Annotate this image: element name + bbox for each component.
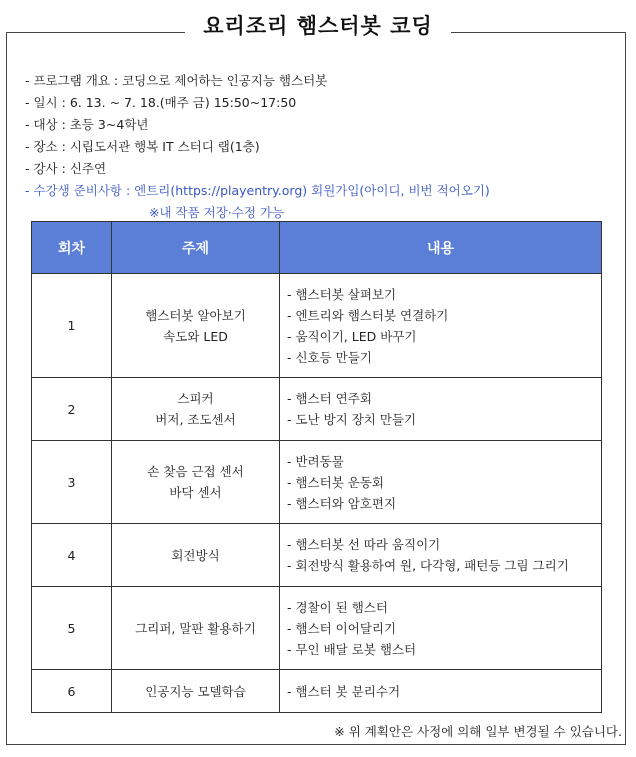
session-topic: [112, 524, 280, 587]
content-item: [287, 534, 600, 555]
table-header-row: [32, 222, 602, 274]
session-topic: [112, 378, 280, 441]
session-content: [280, 524, 602, 587]
bullet-dash: -: [287, 307, 296, 323]
content-item-text: 반려동물: [295, 453, 344, 469]
topic-line: 버저, 조도센서: [155, 412, 236, 427]
content-item: [287, 681, 600, 702]
content-item: [287, 409, 600, 430]
header-session: 회차: [32, 222, 112, 274]
bullet-dash: -: [287, 537, 296, 552]
table-body: [32, 274, 602, 713]
content-item: [287, 347, 600, 368]
content-item: [287, 388, 600, 409]
content-item: [287, 555, 600, 576]
content-item: [287, 326, 600, 347]
bullet-dash: -: [287, 391, 296, 406]
content-item: [287, 639, 600, 660]
bullet-dash: -: [287, 412, 296, 427]
session-topic: [112, 587, 280, 670]
info-preparation: - 수강생 준비사항 : 엔트리(https://playentry.org) 회원가입(아이디, 비번 적어오기): [25, 183, 490, 198]
header-topic: 주제: [112, 222, 280, 274]
topic-line: 그리퍼, 말판 활용하기: [135, 620, 256, 636]
content-item-text: 도난 방지 장치 만들기: [295, 412, 417, 427]
table-row: [32, 524, 602, 587]
content-item-text: 햄스터봇 운동회: [295, 474, 384, 490]
session-content: [280, 378, 602, 441]
bullet-dash: -: [287, 495, 296, 511]
topic-line: 스피커: [177, 391, 214, 406]
content-item: [287, 472, 600, 493]
content-item: [287, 305, 600, 326]
bullet-dash: -: [287, 683, 296, 699]
session-content: [280, 587, 602, 670]
content-item-text: 엔트리와 햄스터봇 연결하기: [295, 307, 449, 323]
content-item-text: 햄스터봇 선 따라 움직이기: [295, 537, 441, 552]
content-item: [287, 493, 600, 514]
program-info: [25, 70, 490, 224]
session-topic: [112, 670, 280, 713]
info-location: - 장소 : 시립도서관 행복 IT 스터디 랩(1층): [25, 139, 260, 154]
footer-note: ※ 위 계획안은 사정에 의해 일부 변경될 수 있습니다.: [334, 724, 622, 739]
session-number: 3: [32, 441, 112, 524]
bullet-dash: -: [287, 599, 296, 615]
header-content: 내용: [280, 222, 602, 274]
bullet-dash: -: [287, 558, 296, 573]
content-item: [287, 618, 600, 639]
page-title: 요리조리 햄스터봇 코딩: [185, 10, 450, 40]
content-item-text: 무인 배달 로봇 햄스터: [295, 641, 417, 657]
table-row: [32, 441, 602, 524]
info-schedule: - 일시 : 6. 13. ~ 7. 18.(매주 금) 15:50~17:50: [25, 95, 297, 110]
title-bar: [0, 10, 636, 40]
bullet-dash: -: [287, 286, 296, 302]
table-row: [32, 378, 602, 441]
table-row: [32, 670, 602, 713]
session-content: [280, 670, 602, 713]
content-item-text: 회전방식 활용하여 원, 다각형, 패턴등 그림 그리기: [295, 558, 569, 573]
session-number: 4: [32, 524, 112, 587]
content-item-text: 햄스터 연주회: [295, 391, 372, 406]
session-content: [280, 441, 602, 524]
content-item-text: 햄스터와 암호편지: [295, 495, 397, 511]
topic-line: 인공지능 모델학습: [145, 683, 246, 699]
content-item-text: 신호등 만들기: [295, 349, 372, 365]
bullet-dash: -: [287, 641, 296, 657]
topic-line: 햄스터봇 알아보기: [145, 307, 246, 323]
topic-line: 바닥 센서: [169, 485, 222, 500]
session-topic: [112, 274, 280, 378]
content-item: [287, 284, 600, 305]
table-row: [32, 274, 602, 378]
content-item: [287, 451, 600, 472]
content-item-text: 햄스터 봇 분리수거: [295, 683, 401, 699]
content-item: [287, 597, 600, 618]
session-topic: [112, 441, 280, 524]
bullet-dash: -: [287, 349, 296, 365]
bullet-dash: -: [287, 328, 296, 344]
session-number: 5: [32, 587, 112, 670]
table-row: [32, 587, 602, 670]
info-instructor: - 강사 : 신주연: [25, 161, 107, 176]
session-number: 1: [32, 274, 112, 378]
topic-line: 손 찾음 근접 센서: [147, 464, 244, 479]
session-number: 6: [32, 670, 112, 713]
info-overview: - 프로그램 개요 : 코딩으로 제어하는 인공지능 햄스터봇: [25, 73, 328, 88]
info-note: ※내 작품 저장·수정 가능: [149, 205, 285, 220]
topic-line: 회전방식: [171, 547, 220, 563]
topic-line: 속도와 LED: [163, 328, 228, 344]
bullet-dash: -: [287, 474, 296, 490]
schedule-table: [31, 221, 602, 713]
session-number: 2: [32, 378, 112, 441]
session-content: [280, 274, 602, 378]
bullet-dash: -: [287, 453, 296, 469]
content-item-text: 햄스터 이어달리기: [295, 620, 397, 636]
content-item-text: 움직이기, LED 바꾸기: [295, 328, 417, 344]
content-item-text: 햄스터봇 살펴보기: [295, 286, 397, 302]
info-target: - 대상 : 초등 3~4학년: [25, 117, 149, 132]
bullet-dash: -: [287, 620, 296, 636]
content-item-text: 경찰이 된 햄스터: [295, 599, 388, 615]
